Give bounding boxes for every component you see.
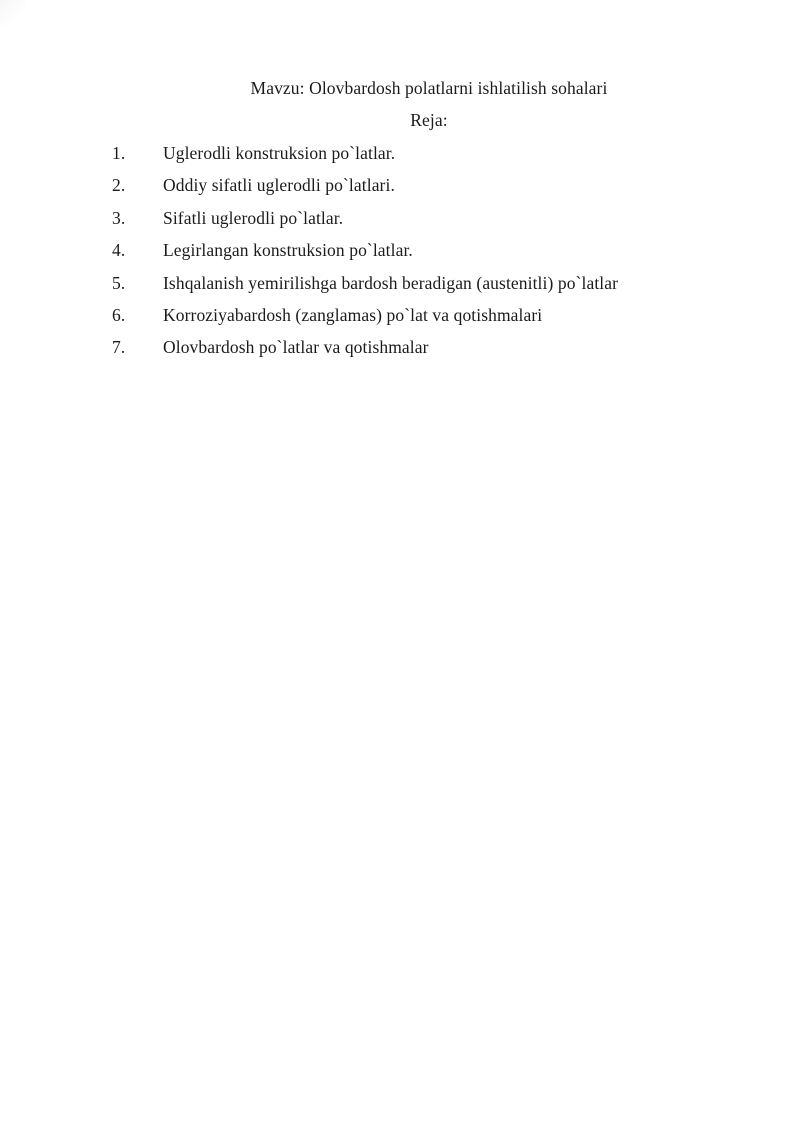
list-item-number: 1. <box>112 143 126 163</box>
list-item-label: Oddiy sifatli uglerodli po`latlari. <box>163 175 395 196</box>
list-item-number: 2. <box>112 175 126 196</box>
plan-list <box>112 137 746 364</box>
list-item-label: Ishqalanish yemirilishga bardosh beradigan (austenitli) po`latlar <box>163 272 619 293</box>
plan-heading: Reja: <box>410 110 448 130</box>
list-item <box>112 299 746 331</box>
list-item <box>112 169 746 201</box>
list-item <box>112 137 746 169</box>
list-item <box>112 202 746 234</box>
list-item-number: 6. <box>112 305 126 326</box>
list-item <box>112 234 746 266</box>
list-item-label: Olovbardosh po`latlar va qotishmalar <box>163 337 429 358</box>
list-item-label: Korroziyabardosh (zanglamas) po`lat va qotishmalari <box>163 305 543 326</box>
page-edge-shading <box>0 0 26 26</box>
list-item-label: Sifatli uglerodli po`latlar. <box>163 207 344 228</box>
list-item <box>112 267 746 299</box>
list-item-number: 4. <box>112 240 126 261</box>
list-item <box>112 331 746 363</box>
list-item-label: Uglerodli konstruksion po`latlar. <box>163 143 396 163</box>
list-item-label: Legirlangan konstruksion po`latlar. <box>163 240 413 261</box>
list-item-number: 7. <box>112 337 126 358</box>
page-title: Mavzu: Olovbardosh polatlarni ishlatilish sohalari <box>250 78 608 98</box>
document-content <box>112 72 746 364</box>
list-item-number: 5. <box>112 272 126 293</box>
list-item-number: 3. <box>112 207 126 228</box>
